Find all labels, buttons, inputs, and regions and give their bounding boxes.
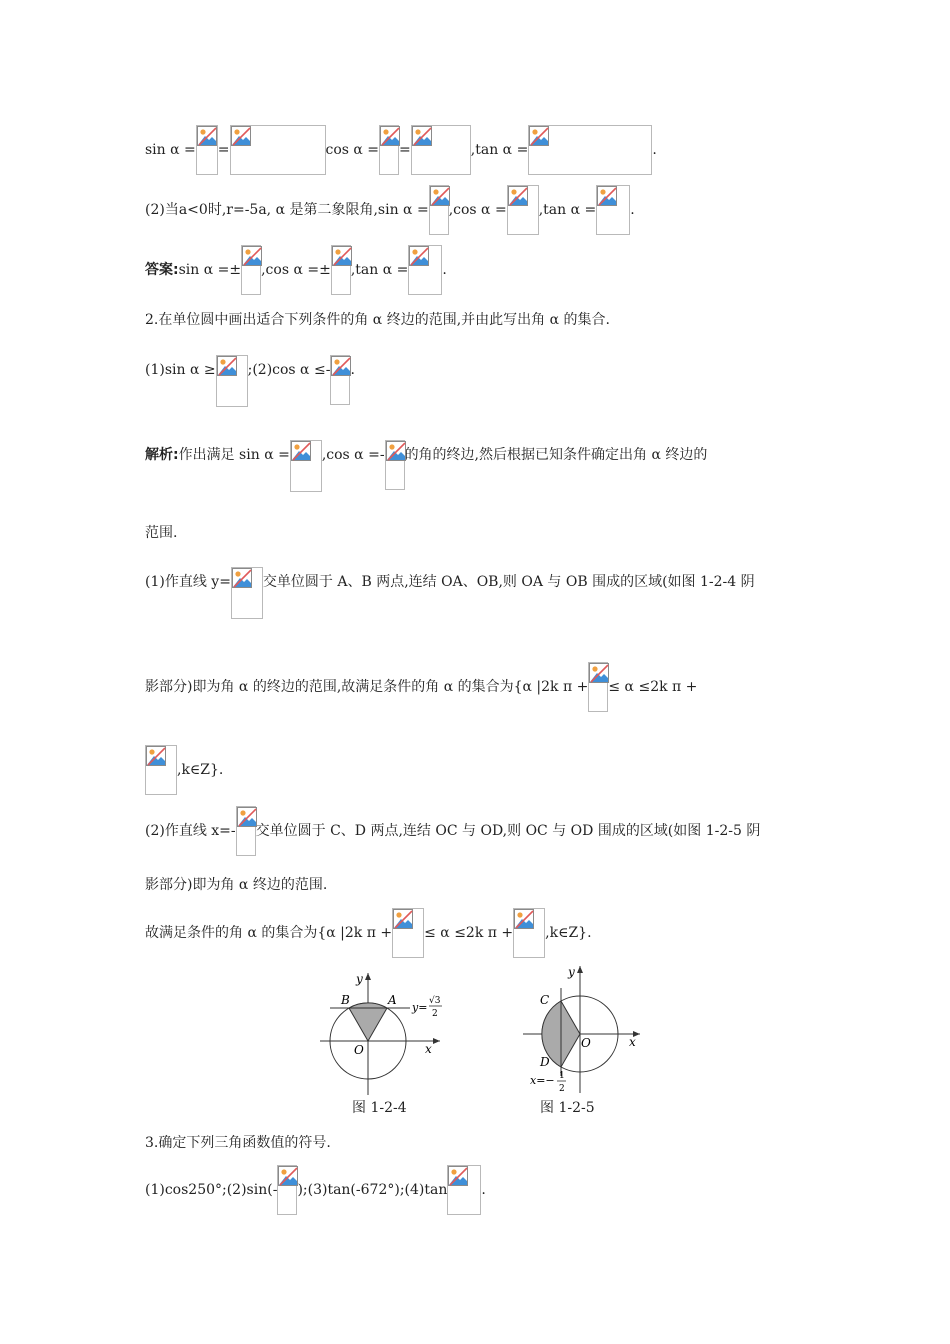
fig2-c-label: C — [540, 993, 550, 1007]
image-placeholder — [236, 806, 256, 856]
fig1-line-eq: y= — [412, 1001, 428, 1014]
fig2-d-label: D — [540, 1055, 550, 1069]
image-placeholder — [331, 245, 351, 295]
formula-line-1: sin α = = cos α = = ,tan α = . — [145, 125, 657, 175]
fig1-x-label: x — [425, 1042, 432, 1056]
broken-image-icon — [380, 126, 400, 146]
part-2-set-line: 故满足条件的角 α 的集合为{α |2k π + ≤ α ≤2k π + ,k∈Z}. — [145, 908, 592, 958]
image-placeholder — [392, 908, 424, 958]
figure-1-2-4-caption: 图 1-2-4 — [352, 1100, 407, 1116]
image-placeholder — [447, 1165, 481, 1215]
fig1-frac-num: √3 — [429, 996, 441, 1006]
figure-1-2-5-caption: 图 1-2-5 — [540, 1100, 595, 1116]
broken-image-icon — [508, 186, 528, 206]
broken-image-icon — [231, 126, 251, 146]
broken-image-icon — [430, 186, 450, 206]
broken-image-icon — [242, 246, 262, 266]
image-placeholder — [528, 125, 652, 175]
part-1-line: (1)作直线 y= 交单位圆于 A、B 两点,连结 OA、OB,则 OA 与 OB 围成的区域(如图 1-2-4 阴 — [145, 567, 755, 619]
broken-image-icon — [232, 568, 252, 588]
fig1-frac-den: 2 — [432, 1009, 438, 1019]
image-placeholder — [379, 125, 399, 175]
broken-image-icon — [197, 126, 217, 146]
image-placeholder — [429, 185, 449, 235]
image-placeholder — [507, 185, 539, 235]
broken-image-icon — [448, 1166, 468, 1186]
fig2-origin-label: O — [581, 1036, 591, 1050]
image-placeholder — [231, 567, 263, 619]
part-1-set-end: ,k∈Z}. — [145, 745, 223, 795]
broken-image-icon — [412, 126, 432, 146]
analysis-range: 范围. — [145, 525, 178, 541]
image-placeholder — [196, 125, 218, 175]
fig1-b-label: B — [341, 993, 350, 1007]
figure-1-2-5 — [518, 958, 648, 1098]
image-placeholder — [290, 440, 322, 492]
fig2-frac-den: 2 — [559, 1084, 565, 1094]
image-placeholder — [385, 440, 405, 490]
question-3-subparts: (1)cos250°;(2)sin(- );(3)tan(-672°);(4)tan . — [145, 1165, 486, 1215]
fig1-y-label: y — [356, 972, 363, 986]
image-placeholder — [596, 185, 630, 235]
fig2-line-eq: x=− — [530, 1074, 555, 1087]
broken-image-icon — [529, 126, 549, 146]
broken-image-icon — [291, 441, 311, 461]
fig2-y-label: y — [568, 965, 575, 979]
fig1-a-label: A — [388, 993, 397, 1007]
broken-image-icon — [331, 356, 351, 376]
image-placeholder — [145, 745, 177, 795]
broken-image-icon — [146, 746, 166, 766]
answer-line: 答案:sin α =± ,cos α =± ,tan α = . — [145, 245, 447, 295]
figure-1-2-4 — [310, 965, 460, 1100]
broken-image-icon — [278, 1166, 298, 1186]
broken-image-icon — [332, 246, 352, 266]
question-2: 2.在单位圆中画出适合下列条件的角 α 终边的范围,并由此写出角 α 的集合. — [145, 312, 610, 328]
part-1-set-line: 影部分)即为角 α 的终边的范围,故满足条件的角 α 的集合为{α |2k π + ≤ α ≤2k π + — [145, 662, 697, 712]
broken-image-icon — [409, 246, 429, 266]
question-2-subparts: (1)sin α ≥ ;(2)cos α ≤- . — [145, 355, 355, 407]
analysis-line: 解析:作出满足 sin α = ,cos α =- 的角的终边,然后根据已知条件确定出角 α 终边的 — [145, 440, 707, 492]
fig1-origin-label: O — [354, 1043, 364, 1057]
image-placeholder — [241, 245, 261, 295]
image-placeholder — [408, 245, 442, 295]
image-placeholder — [588, 662, 608, 712]
broken-image-icon — [386, 441, 406, 461]
fig2-frac-num: 1 — [559, 1071, 565, 1081]
broken-image-icon — [597, 186, 617, 206]
broken-image-icon — [237, 807, 257, 827]
broken-image-icon — [393, 909, 413, 929]
part-2-line: (2)作直线 x=- 交单位圆于 C、D 两点,连结 OC 与 OD,则 OC 与 OD 围成的区域(如图 1-2-5 阴 — [145, 806, 760, 856]
image-placeholder — [330, 355, 350, 405]
image-placeholder — [513, 908, 545, 958]
image-placeholder — [216, 355, 248, 407]
broken-image-icon — [514, 909, 534, 929]
fig2-x-label: x — [629, 1035, 636, 1049]
broken-image-icon — [217, 356, 237, 376]
formula-line-2: (2)当a<0时,r=-5a, α 是第二象限角,sin α = ,cos α = ,tan α = . — [145, 185, 635, 235]
image-placeholder — [230, 125, 326, 175]
question-3: 3.确定下列三角函数值的符号. — [145, 1135, 331, 1151]
image-placeholder — [277, 1165, 297, 1215]
image-placeholder — [411, 125, 471, 175]
broken-image-icon — [589, 663, 609, 683]
part-2-range: 影部分)即为角 α 终边的范围. — [145, 877, 328, 893]
